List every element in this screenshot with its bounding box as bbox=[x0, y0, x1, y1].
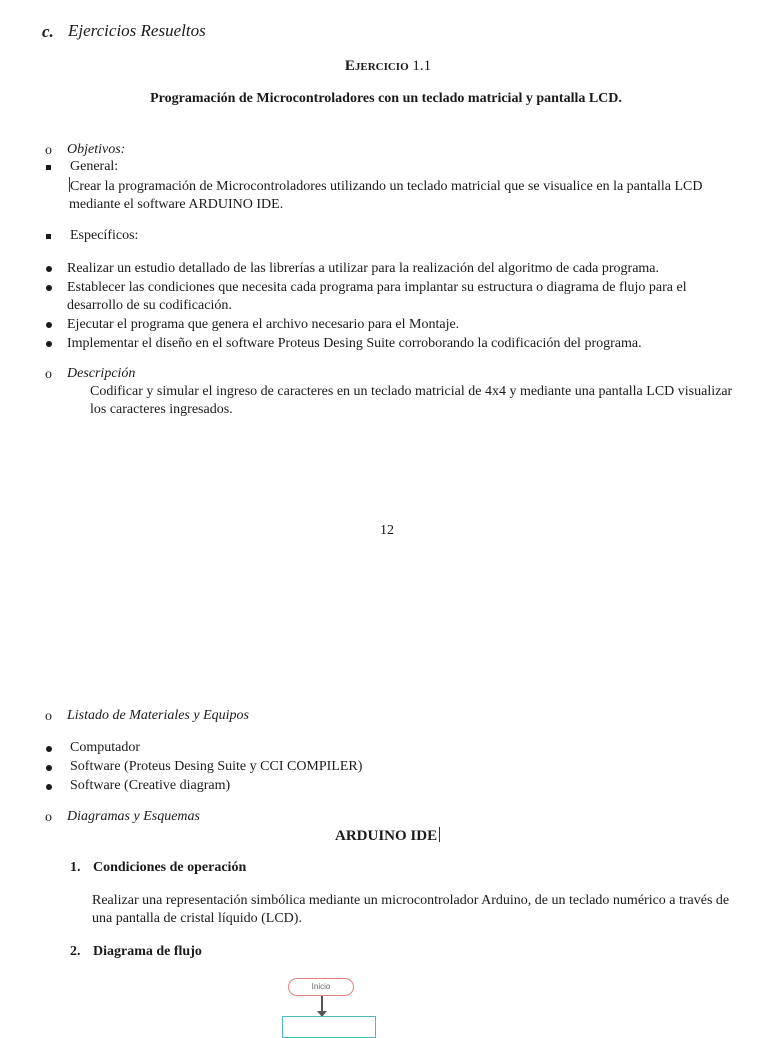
description-heading: Descripción bbox=[67, 366, 136, 381]
specific-bullet-4 bbox=[46, 341, 52, 347]
flow-heading: Diagrama de flujo bbox=[93, 944, 202, 959]
page-number: 12 bbox=[380, 523, 394, 538]
general-text-content: Crear la programación de Microcontroladores utilizando un teclado matricial que se visualice en la pantalla LCD mediante el software ARDUINO IDE. bbox=[69, 179, 703, 212]
section-letter: c. bbox=[42, 22, 54, 41]
description-marker: o bbox=[45, 367, 52, 382]
material-item-3: Software (Creative diagram) bbox=[70, 778, 231, 793]
exercise-label-rest: JERCICIO bbox=[354, 61, 409, 73]
materials-marker: o bbox=[45, 709, 52, 724]
materials-heading: Listado de Materiales y Equipos bbox=[67, 708, 249, 723]
general-label: General: bbox=[70, 159, 119, 174]
specific-item-3: Ejecutar el programa que genera el archivo necesario para el Montaje. bbox=[67, 317, 460, 332]
flow-num: 2. bbox=[70, 944, 81, 959]
specific-item-2: Establecer las condiciones que necesita cada programa para implantar su estructura o diagrama de flujo para el desarrollo de su codificación. bbox=[67, 280, 687, 313]
exercise-title: Programación de Microcontroladores con un teclado matricial y pantalla LCD. bbox=[150, 91, 622, 106]
diagrams-title bbox=[335, 827, 440, 845]
conditions-text: Realizar una representación simbólica mediante un microcontrolador Arduino, de un teclado numérico a través de una pantalla de cristal líquido (LCD). bbox=[92, 893, 730, 926]
specific-bullet-3 bbox=[46, 322, 52, 328]
material-bullet-1 bbox=[46, 746, 52, 752]
specific-bullet-2 bbox=[46, 285, 52, 291]
description-text: Codificar y simular el ingreso de caracteres en un teclado matricial de 4x4 y mediante una pantalla LCD visualizar los caracteres ingresados. bbox=[90, 384, 733, 417]
flowchart-start-node: Inicio bbox=[288, 978, 354, 996]
material-bullet-3 bbox=[46, 784, 52, 790]
material-item-1: Computador bbox=[70, 740, 140, 755]
title-cursor bbox=[439, 827, 440, 842]
specific-item-1: Realizar un estudio detallado de las librerías a utilizar para la realización del algoritmo de cada programa. bbox=[67, 261, 660, 276]
objectives-heading: Objetivos: bbox=[67, 142, 126, 157]
general-text bbox=[69, 177, 735, 214]
conditions-num: 1. bbox=[70, 860, 81, 875]
flowchart-process-node bbox=[282, 1016, 376, 1038]
exercise-label-first: E bbox=[344, 58, 355, 74]
diagrams-marker: o bbox=[45, 810, 52, 825]
specific-item-4: Implementar el diseño en el software Proteus Desing Suite corroborando la codificación del programa. bbox=[67, 336, 642, 351]
diagrams-title-text: ARDUINO IDE bbox=[335, 828, 438, 844]
material-bullet-2 bbox=[46, 765, 52, 771]
material-item-2: Software (Proteus Desing Suite y CCI COMPILER) bbox=[70, 759, 363, 774]
specific-label: Específicos: bbox=[70, 228, 139, 243]
section-title: Ejercicios Resueltos bbox=[68, 21, 206, 40]
specific-bullet-1 bbox=[46, 266, 52, 272]
objectives-marker: o bbox=[45, 143, 52, 158]
exercise-number: 1.1 bbox=[412, 58, 432, 74]
specific-bullet bbox=[46, 234, 51, 239]
general-bullet bbox=[46, 165, 51, 170]
diagrams-heading: Diagramas y Esquemas bbox=[67, 809, 200, 824]
exercise-label bbox=[0, 58, 768, 75]
conditions-heading: Condiciones de operación bbox=[93, 860, 247, 875]
